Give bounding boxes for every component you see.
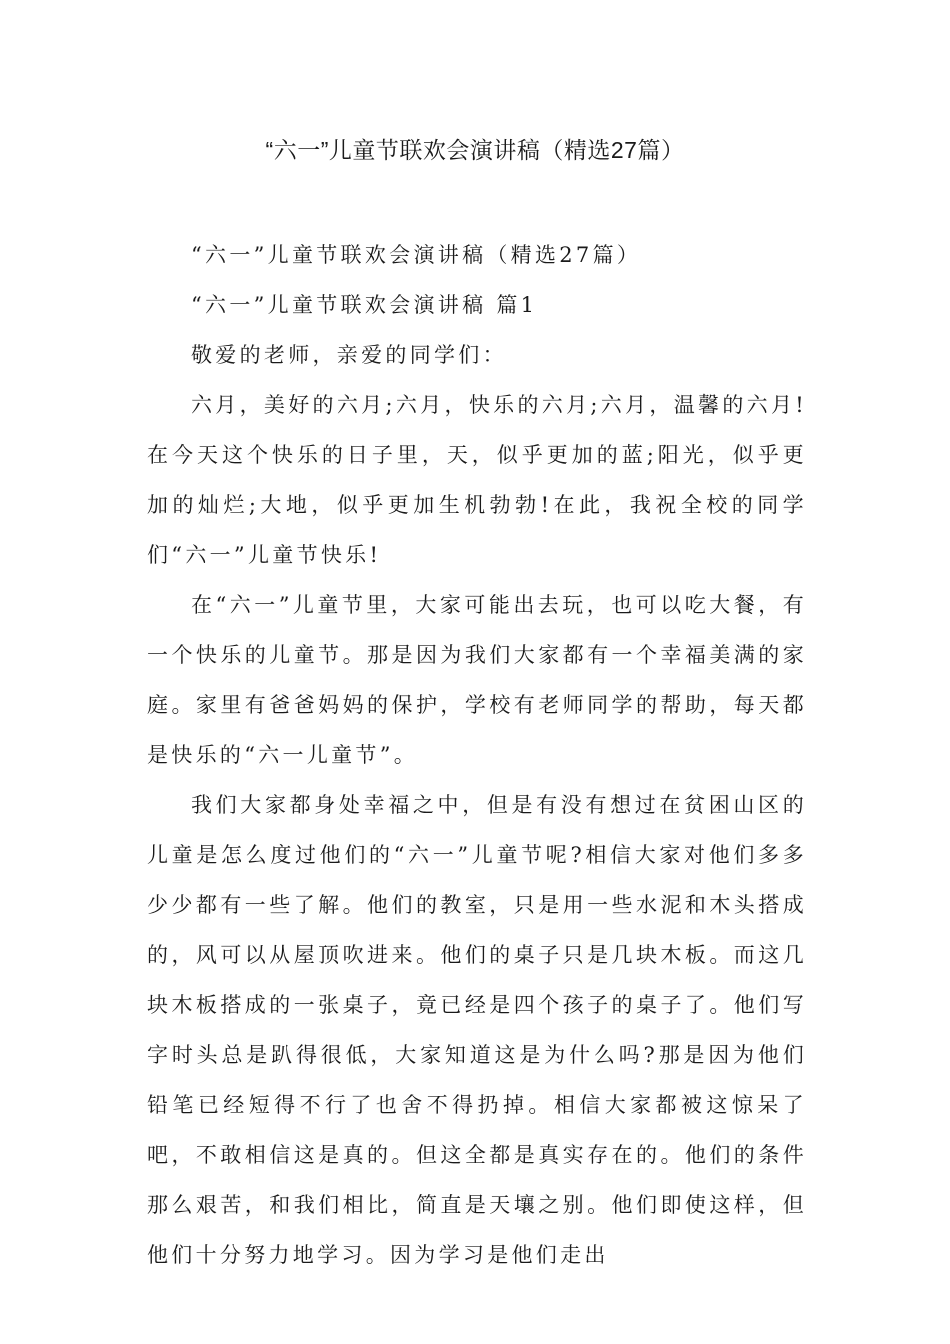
paragraph-subtitle: “六一”儿童节联欢会演讲稿（精选27篇） [191,243,642,267]
paragraph-salutation: 敬爱的老师，亲爱的同学们： [191,343,507,367]
document-title: “六一”儿童节联欢会演讲稿（精选27篇） [265,137,685,163]
document-body [147,230,807,1280]
paragraph-section-heading: “六一”儿童节联欢会演讲稿 篇1 [191,293,538,317]
paragraph: 在“六一”儿童节里，大家可能出去玩，也可以吃大餐，有一个快乐的儿童节。那是因为我们大家都有一个幸福美满的家庭。家里有爸爸妈妈的保护，学校有老师同学的帮助，每天都是快乐的“六一儿童节”。 [147,593,807,767]
paragraph: 我们大家都身处幸福之中，但是有没有想过在贫困山区的儿童是怎么度过他们的“六一”儿童节呢?相信大家对他们多多少少都有一些了解。他们的教室，只是用一些水泥和木头搭成的，风可以从屋顶吹进来。他们的桌子只是几块木板。而这几块木板搭成的一张桌子，竟已经是四个孩子的桌子了。他们写字时头总是趴得很低，大家知道这是为什么吗?那是因为他们铅笔已经短得不行了也舍不得扔掉。相信大家都被这惊呆了吧，不敢相信这是真的。但这全都是真实存在的。他们的条件那么艰苦，和我们相比，简直是天壤之别。他们即使这样，但他们十分努力地学习。因为学习是他们走出 [147,793,807,1267]
paragraph: 六月，美好的六月;六月，快乐的六月;六月，温馨的六月!在今天这个快乐的日子里，天，似乎更加的蓝;阳光，似乎更加的灿烂;大地，似乎更加生机勃勃!在此，我祝全校的同学们“六一”儿童节快乐! [147,393,807,567]
